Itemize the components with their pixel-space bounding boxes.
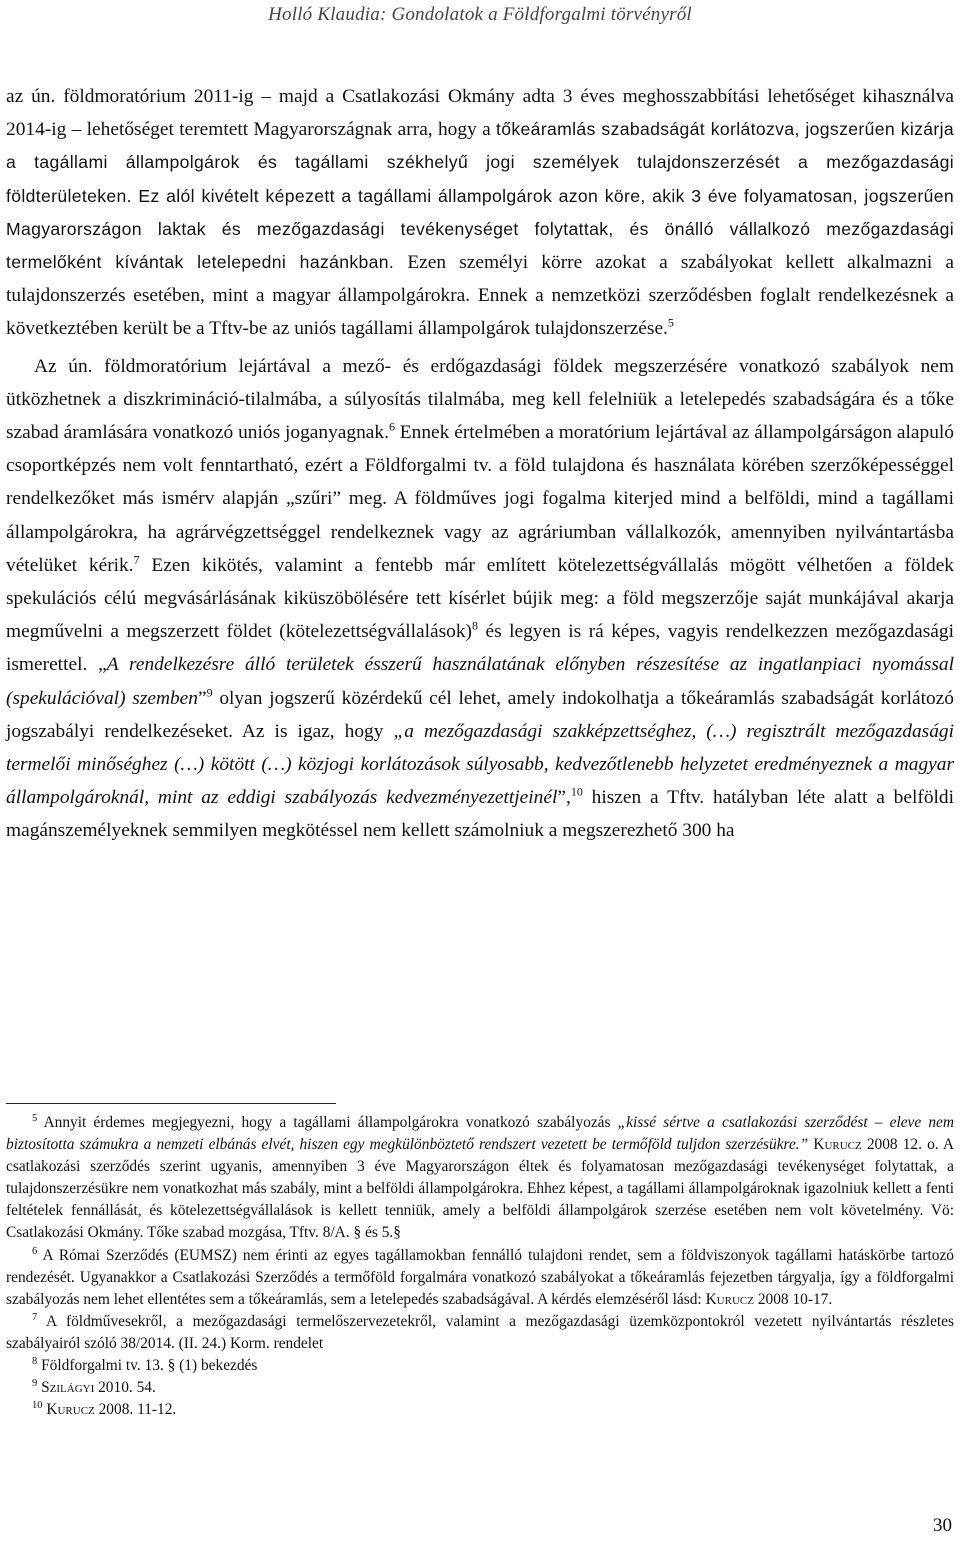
quote-2-close: ”, <box>557 787 571 809</box>
footnote-6-author: Kurucz <box>705 1290 754 1308</box>
footnote-6 <box>6 1245 954 1311</box>
paragraph-2 <box>6 350 954 848</box>
p2-sentence-3: Ezen kikötés, valamint a fentebb már említett kötelezettségvállalás mögött vélhetően a földek spekulációs célú megvásárlásának kiküszöbölésére tett kísérlet bújik meg: a föld megszerzője saját munkájával akarja megművelni a megszerzett földet (kötelezettségvállalások) <box>6 554 954 643</box>
page-number: 30 <box>933 1515 952 1536</box>
footnote-ref-10[interactable]: 10 <box>570 784 583 799</box>
footnote-10-text: 2008. 11-12. <box>94 1401 177 1419</box>
main-text <box>6 80 954 848</box>
footnote-10-number: 10 <box>32 1400 43 1412</box>
p2-sentence-1: Az ún. földmoratórium lejártával a mező- és erdőgazdasági földek megszerzésére vonatkozó szabályok nem ütközhetnek a diszkrimináció-tilalmába, a súlyosítás tilalmába, meg kell felelniük a letelepedés szabadságára és a tőke szabad áramlására vonatkozó uniós joganyagnak. <box>6 355 954 444</box>
quote-2: „a mezőgazdasági szakképzettséghez, (…) regisztrált mezőgazdasági termelői minőséghez (…) kötött (…) közjogi korlátozások súlyosabb, kedvezőtlenebb helyzetet eredményeznek a magyar állampolgároknál, mint az eddigi szabályozás kedvezményezettjeinél <box>6 720 954 809</box>
footnotes <box>6 1112 954 1421</box>
footnote-5-number: 5 <box>32 1112 38 1124</box>
footnote-7-number: 7 <box>32 1311 38 1323</box>
footnote-8 <box>6 1355 954 1377</box>
footnote-9 <box>6 1377 954 1399</box>
footnote-ref-5[interactable]: 5 <box>667 315 674 330</box>
footnote-5-quote: „kissé sértve a csatlakozási szerződést – eleve nem biztosította számukra a nemzeti elbánás elvét, hiszen egy megkülönböztető rendszert vezetett be termőföld tuljdon szerzésükre.” <box>6 1114 954 1154</box>
quote-1-close: ” <box>197 687 207 709</box>
footnote-8-number: 8 <box>32 1355 38 1367</box>
footnote-separator <box>6 1103 336 1104</box>
footnote-8-text: Földforgalmi tv. 13. § (1) bekezdés <box>37 1357 258 1375</box>
p2-sentence-6: hiszen a Tftv. hatályban léte alatt a belföldi magánszemélyeknek semmilyen megkötéssel nem kellett számolniuk a megszerezhető 300 ha <box>6 787 954 842</box>
footnote-5 <box>6 1112 954 1245</box>
running-header <box>0 4 960 26</box>
footnote-10 <box>6 1399 954 1421</box>
footnote-10-author: Kurucz <box>46 1401 95 1419</box>
footnote-5-author: Kurucz <box>813 1136 862 1154</box>
quote-1-open: „ <box>98 654 107 676</box>
footnote-ref-9[interactable]: 9 <box>206 685 213 700</box>
header-author: Holló Klaudia: <box>268 4 387 25</box>
footnote-ref-6[interactable]: 6 <box>388 419 395 434</box>
header-title: Gondolatok a Földforgalmi törvényről <box>391 4 692 25</box>
p2-sentence-2: Ennek értelmében a moratórium lejártával az állampolgárságon alapuló csoportképzés nem volt fenntartható, ezért a Földforgalmi tv. a föld tulajdona és használata körében szerzőképességgel rendelkezőket más ismérv alapján „szűri” meg. A földműves jogi fogalma kiterjed mind a belföldi, mind a tagállami állampolgárokra, ha agrárvégzettséggel rendelkeznek vagy az agráriumban vállalkozók, amennyiben nyilvántartásba vételüket kérik. <box>6 422 954 576</box>
footnote-9-number: 9 <box>32 1378 38 1389</box>
footnote-6-number: 6 <box>32 1245 38 1257</box>
footnote-9-text: 2010. 54. <box>94 1379 156 1397</box>
footnote-ref-8[interactable]: 8 <box>472 618 479 633</box>
quote-1: A rendelkezésre álló területek ésszerű használatának előnyben részesítése az ingatlanpiaci nyomással (spekulációval) szemben <box>6 654 954 709</box>
p2-sentence-4: és legyen is rá képes, vagyis rendelkezzen mezőgazdasági ismerettel. <box>6 621 954 676</box>
footnote-5-text: Annyit érdemes megjegyezni, hogy a tagállami állampolgárokra vonatkozó szabályozás <box>37 1114 618 1131</box>
paragraph-1 <box>6 80 954 346</box>
p1-text-a: az ún. földmoratórium 2011-ig – majd a Csatlakozási Okmány adta 3 éves meghosszabbítási lehetőséget kihasználva 2014-ig – lehetőséget teremtett Magyarországnak arra, hogy a <box>6 86 954 141</box>
footnote-ref-7[interactable]: 7 <box>133 552 140 567</box>
p2-sentence-5: olyan jogszerű közérdekű cél lehet, amely indokolhatja a tőkeáramlás szabadságát korlátozó jogszabályi rendelkezéseket. Az is igaz, hogy <box>6 687 954 742</box>
p1-text-b: tőkeáramlás szabadságát korlátozva, jogszerűen kizárja a tagállami állampolgárok és tagállami székhelyű jogi személyek tulajdonszerzését a mezőgazdasági földterületeken. Ez alól kivételt képezett a tagállami állampolgárok azon köre, akik 3 éve folyamatosan, jogszerűen Magyarországon laktak és mezőgazdasági tevékenységet folytattak, és önálló vállalkozó mezőgazdasági termelőként kívántak letelepedni hazánkban. <box>6 119 954 273</box>
footnote-6-text: A Római Szerződés (EUMSZ) nem érinti az egyes tagállamokban fennálló tulajdoni rendet, sem a földviszonyok tagállami hatáskörbe tartozó rendezését. Ugyanakkor a Csatlakozási Szerződés a termőföld forgalmára vonatkozó szabályokat a tőkeáramlás fejezetben tárgyalja, így a földforgalmi szabályozás nem lehet ellentétes sem a tőkeáramlás, sem a letelepedés szabadságával. A kérdés elemzéséről lásd: <box>6 1246 954 1308</box>
footnote-5-text-2: 2008 12. o. A csatlakozási szerződés szerint ugyanis, amennyiben 3 éve Magyarországon éltek és folyamatosan mezőgazdasági tevékenységet folytattak, a tulajdonszerzésükre nem vonatkozhat más szabály, mint a belföldi állampolgárokra. Ehhez képest, a tagállami állampolgároknak igazolniuk kellett a fenti feltételek fennállását, és kötelezettségvállalások is kellett tenniük, amely a belföldi állampolgárok szerzése esetében nem volt követelmény. Vö: Csatlakozási Okmány. Tőke szabad mozgása, Tftv. 8/A. § és 5.§ <box>6 1136 955 1242</box>
p1-text-c: Ezen személyi körre azokat a szabályokat kellett alkalmazni a tulajdonszerzés esetében, mint a magyar állampolgárokra. Ennek a nemzetközi szerződésben foglalt rendelkezésnek a következtében került be a Tftv-be az uniós tagállami állampolgárok tulajdonszerzése. <box>6 252 954 340</box>
footnote-7 <box>6 1311 954 1355</box>
footnote-7-text: A földművesekről, a mezőgazdasági termelőszervezetekről, valamint a mezőgazdasági üzemközpontokról vezetett nyilvántartás részletes szabályairól szóló 38/2014. (II. 24.) Korm. rendelet <box>6 1312 954 1352</box>
footnote-6-text-2: 2008 10-17. <box>753 1290 833 1308</box>
footnote-9-author: Szilágyi <box>41 1379 95 1397</box>
